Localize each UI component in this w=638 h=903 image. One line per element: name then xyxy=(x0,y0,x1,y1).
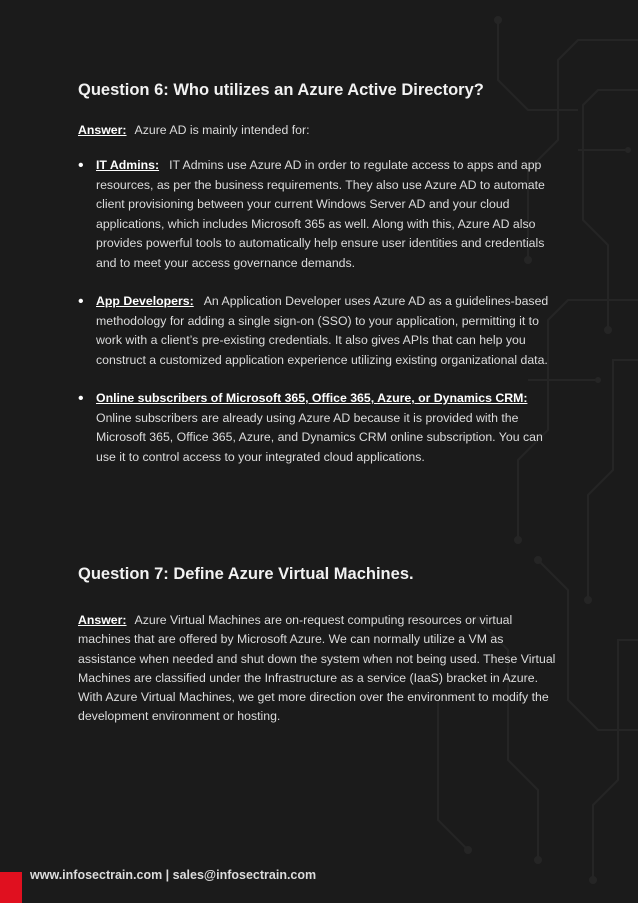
list-item xyxy=(78,156,564,273)
answer-intro-text: Azure AD is mainly intended for: xyxy=(134,123,310,137)
bullet-text: An Application Developer uses Azure AD as a guidelines-based methodology for adding a single sign-on (SSO) to your application, permitting it to work with a client’s pre-existing credentials. It also gives APIs that can help you construct a customized application experience utilizing existing organizational data. xyxy=(96,294,549,367)
list-item xyxy=(78,292,564,370)
list-item xyxy=(78,389,564,467)
accent-bar xyxy=(0,872,22,903)
bullet-text: Online subscribers are already using Azure AD because it is provided with the Microsoft 365, Office 365, Azure, and Dynamics CRM online subscription. You can use it to control access to your integrated cloud applications. xyxy=(96,410,543,464)
footer-contact: www.infosectrain.com | sales@infosectrain.com xyxy=(30,868,317,882)
answer-bullet-list xyxy=(78,156,564,467)
bullet-label: • Online subscribers of Microsoft 365, Office 365, Azure, or Dynamics CRM: xyxy=(96,391,528,405)
question-6-title: Question 6: Who utilizes an Azure Active Directory? xyxy=(78,81,484,99)
bullet-label: IT Admins: xyxy=(96,158,160,172)
question-7-title: Question 7: Define Azure Virtual Machines. xyxy=(78,565,414,583)
question-6-answer-intro xyxy=(78,120,564,140)
answer-label: Answer: xyxy=(78,613,127,627)
bullet-text: IT Admins use Azure AD in order to regulate access to apps and app resources, as per the business requirements. They also use Azure AD to automate client provisioning between your current Windows Server AD and your cloud applications, which includes Microsoft 365 as well. Along with this, Azure AD also provides powerful tools to automatically help ensure user identities and credentials and to meet your access governance demands. xyxy=(96,158,545,270)
answer-text: Azure Virtual Machines are on-request computing resources or virtual machines that are offered by Microsoft Azure. We can normally utilize a VM as assistance when needed and shut down the system when not being used. These Virtual Machines are classified under the Infrastructure as a service (IaaS) bracket in Azure. With Azure Virtual Machines, we get more direction over the environment to modify the development environment or hosting. xyxy=(78,613,556,724)
answer-label: Answer: xyxy=(78,123,127,137)
question-7-answer xyxy=(78,611,564,727)
bullet-label: App Developers: xyxy=(96,294,194,308)
